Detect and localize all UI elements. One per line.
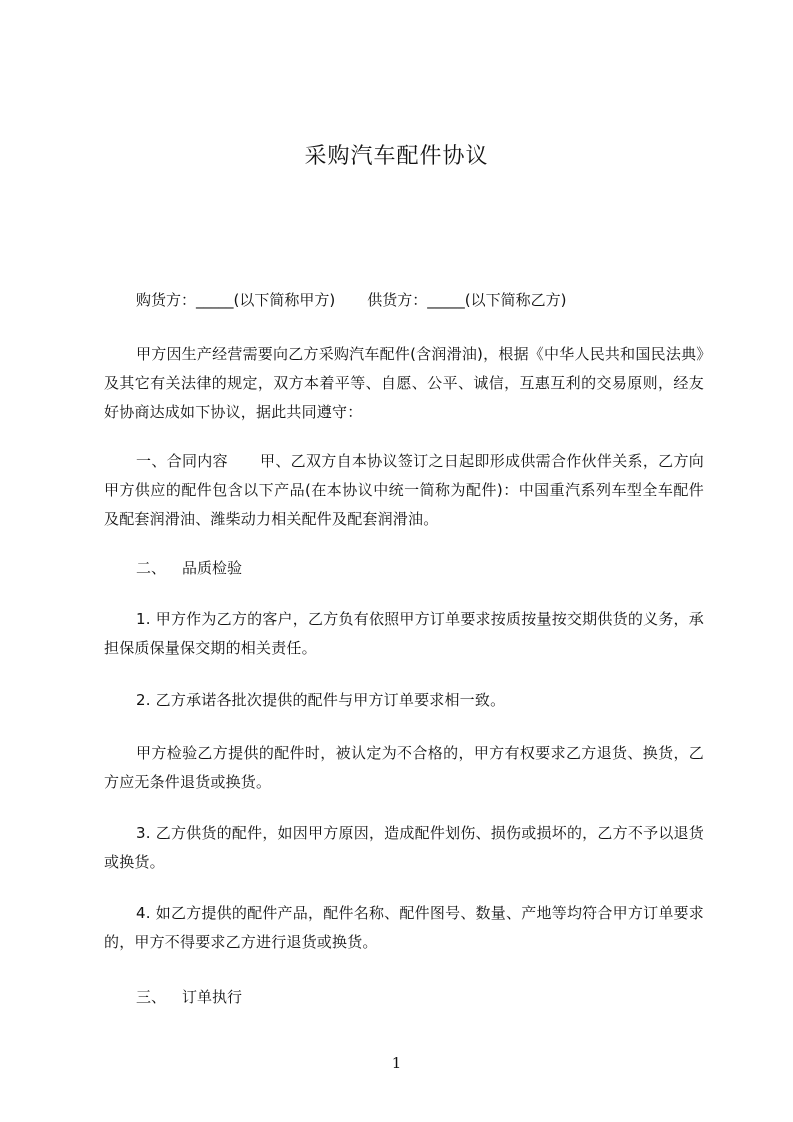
section2-item-2: 2. 乙方承诺各批次提供的配件与甲方订单要求相一致。	[136, 691, 506, 709]
buyer-party: 购货方：_____(以下简称甲方)	[136, 291, 336, 309]
document-title: 采购汽车配件协议	[304, 144, 489, 169]
section1-body: 甲、乙双方自本协议签订之日起即形成供需合作伙伴关系，乙方向甲方供应的配件包含以下产品(在本协议中统一简称为配件)：中国重汽系列车型全车配件及配套润滑油、潍柴动力相关配件及配套润滑油。	[104, 452, 704, 528]
section2-item-3: 3. 乙方供货的配件，如因甲方原因，造成配件划伤、损伤或损坏的，乙方不予以退货或换货。	[104, 824, 704, 871]
section1-paragraph	[104, 447, 704, 534]
section3-heading	[136, 983, 242, 1012]
preamble-paragraph: 甲方因生产经营需要向乙方采购汽车配件(含润滑油)，根据《中华人民共和国民法典》及其它有关法律的规定，双方本着平等、自愿、公平、诚信，互惠互利的交易原则，经友好协商达成如下协议，据此共同遵守：	[104, 345, 704, 421]
section1-heading: 一、合同内容	[136, 452, 228, 470]
section3-number: 三、	[136, 988, 167, 1006]
parties-line	[136, 286, 566, 315]
section2-item-inspection: 甲方检验乙方提供的配件时，被认定为不合格的，甲方有权要求乙方退货、换货，乙方应无条件退货或换货。	[104, 744, 704, 791]
section2-heading	[136, 554, 242, 583]
page-number: 1	[391, 1054, 402, 1072]
section2-title: 品质检验	[182, 559, 243, 577]
section2-item-4: 4. 如乙方提供的配件产品，配件名称、配件图号、数量、产地等均符合甲方订单要求的，甲方不得要求乙方进行退货或换货。	[104, 904, 704, 951]
section2-number: 二、	[136, 559, 167, 577]
supplier-party: 供货方：_____(以下简称乙方)	[367, 291, 567, 309]
section2-item-1: 1. 甲方作为乙方的客户，乙方负有依照甲方订单要求按质按量按交期供货的义务，承担保质保量保交期的相关责任。	[104, 610, 704, 657]
section3-title: 订单执行	[182, 988, 243, 1006]
